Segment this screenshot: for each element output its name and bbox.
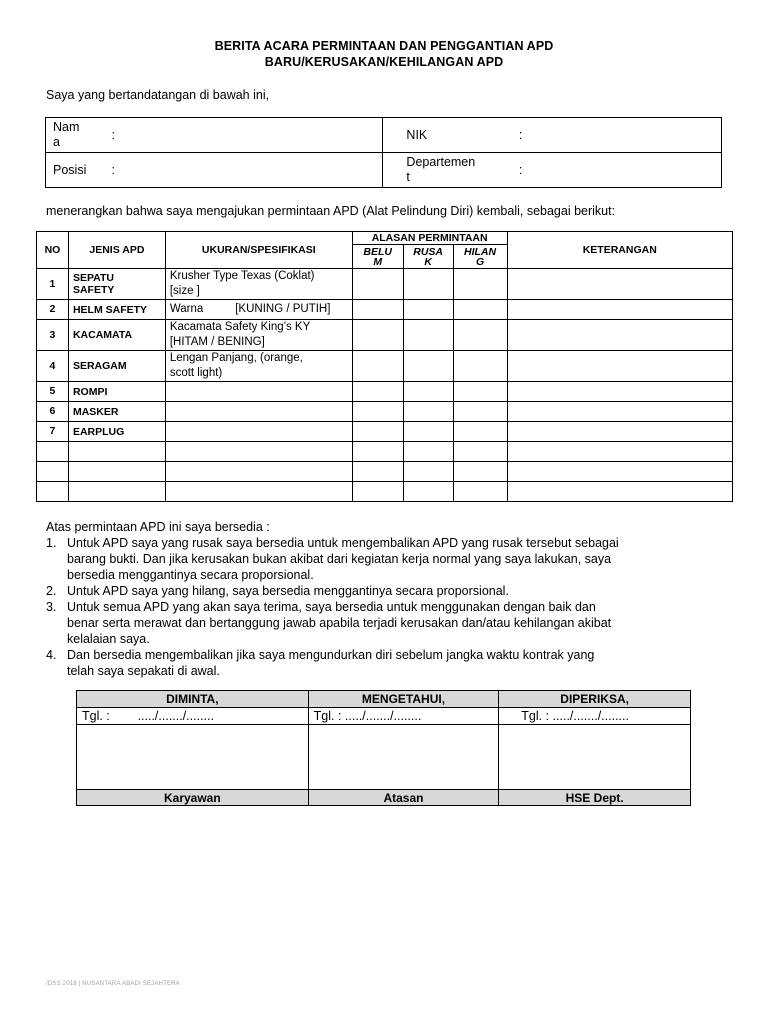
table-row bbox=[37, 351, 733, 382]
row-item: KACAMATA bbox=[68, 320, 165, 351]
list-item bbox=[46, 599, 736, 647]
role-karyawan: Karyawan bbox=[77, 790, 309, 806]
hilang-checkbox-cell[interactable] bbox=[453, 269, 507, 300]
conditions-intro: Atas permintaan APD ini saya bersedia : bbox=[46, 520, 270, 534]
empty-cell[interactable] bbox=[165, 482, 352, 502]
list-number: 3. bbox=[46, 600, 57, 614]
empty-cell[interactable] bbox=[68, 442, 165, 462]
row-item: EARPLUG bbox=[68, 422, 165, 442]
keterangan-cell[interactable] bbox=[507, 269, 732, 300]
empty-cell[interactable] bbox=[507, 482, 732, 502]
table-row bbox=[37, 402, 733, 422]
nama-label: Nam a bbox=[53, 120, 80, 149]
departemen-label: Departemen t bbox=[406, 155, 476, 184]
header-keterangan: KETERANGAN bbox=[507, 232, 732, 269]
list-number: 4. bbox=[46, 648, 57, 662]
date-diperiksa[interactable]: Tgl. : ...../......./........ bbox=[499, 708, 691, 725]
row-no: 7 bbox=[37, 422, 69, 442]
keterangan-cell[interactable] bbox=[507, 422, 732, 442]
empty-cell[interactable] bbox=[403, 442, 453, 462]
posisi-cell[interactable] bbox=[46, 153, 383, 188]
row-item: MASKER bbox=[68, 402, 165, 422]
header-rusak: RUSA K bbox=[403, 245, 453, 269]
list-line: telah saya sepakati di awal. bbox=[67, 664, 220, 678]
date-diminta[interactable]: Tgl. : ...../......./........ bbox=[77, 708, 309, 725]
empty-cell[interactable] bbox=[403, 462, 453, 482]
signature-area-karyawan[interactable] bbox=[77, 725, 309, 790]
empty-cell[interactable] bbox=[507, 442, 732, 462]
list-number: 2. bbox=[46, 584, 57, 598]
rusak-checkbox-cell[interactable] bbox=[403, 402, 453, 422]
empty-cell[interactable] bbox=[165, 462, 352, 482]
rusak-checkbox-cell[interactable] bbox=[403, 351, 453, 382]
row-spec: Kacamata Safety King’s KY [HITAM / BENING] bbox=[165, 320, 352, 351]
intro-text: Saya yang bertandatangan di bawah ini, bbox=[46, 88, 270, 102]
empty-cell[interactable] bbox=[352, 482, 403, 502]
belum-checkbox-cell[interactable] bbox=[352, 300, 403, 320]
table-row-empty bbox=[37, 482, 733, 502]
table-row bbox=[37, 320, 733, 351]
belum-checkbox-cell[interactable] bbox=[352, 402, 403, 422]
rusak-checkbox-cell[interactable] bbox=[403, 300, 453, 320]
posisi-label: Posisi bbox=[53, 162, 87, 177]
hilang-checkbox-cell[interactable] bbox=[453, 351, 507, 382]
nik-cell[interactable] bbox=[383, 118, 722, 153]
empty-cell[interactable] bbox=[507, 462, 732, 482]
identity-table bbox=[45, 117, 722, 188]
empty-cell[interactable] bbox=[403, 482, 453, 502]
role-atasan: Atasan bbox=[308, 790, 499, 806]
table-row-empty bbox=[37, 442, 733, 462]
list-item bbox=[46, 535, 736, 583]
header-diminta: DIMINTA, bbox=[77, 691, 309, 708]
hilang-checkbox-cell[interactable] bbox=[453, 300, 507, 320]
header-belum: BELU M bbox=[352, 245, 403, 269]
keterangan-cell[interactable] bbox=[507, 382, 732, 402]
belum-checkbox-cell[interactable] bbox=[352, 320, 403, 351]
keterangan-cell[interactable] bbox=[507, 402, 732, 422]
hilang-checkbox-cell[interactable] bbox=[453, 320, 507, 351]
row-item: SEPATU SAFETY bbox=[68, 269, 165, 300]
list-line: benar serta merawat dan bertanggung jawab apabila terjadi kerusakan dan/atau kehilangan akibat bbox=[67, 616, 612, 630]
conditions-list bbox=[46, 535, 736, 679]
empty-cell[interactable] bbox=[37, 462, 69, 482]
row-item: HELM SAFETY bbox=[68, 300, 165, 320]
signature-table bbox=[76, 690, 691, 806]
hilang-checkbox-cell[interactable] bbox=[453, 422, 507, 442]
hilang-checkbox-cell[interactable] bbox=[453, 382, 507, 402]
header-jenis-apd: JENIS APD bbox=[68, 232, 165, 269]
nama-cell[interactable] bbox=[46, 118, 383, 153]
empty-cell[interactable] bbox=[165, 442, 352, 462]
list-line: Untuk APD saya yang rusak saya bersedia untuk mengembalikan APD yang rusak tersebut sebagai bbox=[67, 536, 619, 550]
empty-cell[interactable] bbox=[453, 442, 507, 462]
table-row bbox=[37, 300, 733, 320]
empty-cell[interactable] bbox=[352, 462, 403, 482]
rusak-checkbox-cell[interactable] bbox=[403, 320, 453, 351]
empty-cell[interactable] bbox=[453, 482, 507, 502]
empty-cell[interactable] bbox=[68, 482, 165, 502]
table-row bbox=[37, 382, 733, 402]
row-no: 5 bbox=[37, 382, 69, 402]
belum-checkbox-cell[interactable] bbox=[352, 382, 403, 402]
rusak-checkbox-cell[interactable] bbox=[403, 382, 453, 402]
empty-cell[interactable] bbox=[37, 482, 69, 502]
belum-checkbox-cell[interactable] bbox=[352, 422, 403, 442]
date-mengetahui[interactable]: Tgl. : ...../......./........ bbox=[308, 708, 499, 725]
table-row-empty bbox=[37, 462, 733, 482]
list-line: barang bukti. Dan jika kerusakan bukan akibat dari kegiatan kerja normal yang saya lakukan, saya bbox=[67, 552, 612, 566]
empty-cell[interactable] bbox=[37, 442, 69, 462]
header-no: NO bbox=[37, 232, 69, 269]
row-no: 6 bbox=[37, 402, 69, 422]
list-item bbox=[46, 583, 736, 599]
list-line: Untuk APD saya yang hilang, saya bersedia menggantinya secara proporsional. bbox=[67, 584, 509, 598]
declaration-text: menerangkan bahwa saya mengajukan permintaan APD (Alat Pelindung Diri) kembali, sebagai berikut: bbox=[46, 204, 616, 218]
list-line: Dan bersedia mengembalikan jika saya mengundurkan diri sebelum jangka waktu kontrak yang bbox=[67, 648, 595, 662]
header-mengetahui: MENGETAHUI, bbox=[308, 691, 499, 708]
document-title-line2: BARU/KERUSAKAN/KEHILANGAN APD bbox=[264, 55, 504, 69]
list-line: bersedia menggantinya secara proporsional. bbox=[67, 568, 314, 582]
page-footer: /DSS 2018 | NUSANTARA ABADI SEJAHTERA bbox=[46, 981, 180, 987]
belum-checkbox-cell[interactable] bbox=[352, 269, 403, 300]
list-line: Untuk semua APD yang akan saya terima, saya bersedia untuk menggunakan dengan baik dan bbox=[67, 600, 596, 614]
table-row bbox=[37, 422, 733, 442]
keterangan-cell[interactable] bbox=[507, 300, 732, 320]
row-spec: Lengan Panjang, (orange, scott light) bbox=[165, 351, 352, 382]
header-ukuran: UKURAN/SPESIFIKASI bbox=[165, 232, 352, 269]
nik-label: NIK bbox=[406, 127, 428, 142]
keterangan-cell[interactable] bbox=[507, 320, 732, 351]
nama-colon: : bbox=[111, 128, 115, 142]
posisi-colon: : bbox=[111, 163, 115, 178]
list-number: 1. bbox=[46, 536, 57, 550]
document-title-line1: BERITA ACARA PERMINTAAN DAN PENGGANTIAN APD bbox=[214, 39, 554, 53]
row-item: SERAGAM bbox=[68, 351, 165, 382]
signature-area-atasan[interactable] bbox=[308, 725, 499, 790]
role-hse: HSE Dept. bbox=[499, 790, 691, 806]
row-spec[interactable] bbox=[165, 402, 352, 422]
departemen-cell[interactable] bbox=[383, 153, 722, 188]
row-item: ROMPI bbox=[68, 382, 165, 402]
list-item bbox=[46, 647, 736, 679]
header-diperiksa: DIPERIKSA, bbox=[499, 691, 691, 708]
departemen-colon: : bbox=[518, 163, 523, 177]
row-spec[interactable] bbox=[165, 382, 352, 402]
rusak-checkbox-cell[interactable] bbox=[403, 422, 453, 442]
row-no: 1 bbox=[37, 269, 69, 300]
signature-area-hse[interactable] bbox=[499, 725, 691, 790]
rusak-checkbox-cell[interactable] bbox=[403, 269, 453, 300]
row-spec: Krusher Type Texas (Coklat) [size ] bbox=[165, 269, 352, 300]
nik-colon: : bbox=[518, 128, 523, 143]
header-hilang: HILAN G bbox=[453, 245, 507, 269]
belum-checkbox-cell[interactable] bbox=[352, 351, 403, 382]
hilang-checkbox-cell[interactable] bbox=[453, 402, 507, 422]
list-line: kelalaian saya. bbox=[67, 632, 150, 646]
row-no: 3 bbox=[37, 320, 69, 351]
row-spec[interactable] bbox=[165, 422, 352, 442]
table-row bbox=[37, 269, 733, 300]
keterangan-cell[interactable] bbox=[507, 351, 732, 382]
header-alasan: ALASAN PERMINTAAN bbox=[352, 232, 507, 245]
conditions-section bbox=[46, 519, 736, 679]
empty-cell[interactable] bbox=[453, 462, 507, 482]
empty-cell[interactable] bbox=[352, 442, 403, 462]
row-spec: Warna [KUNING / PUTIH] bbox=[165, 300, 352, 320]
row-no: 4 bbox=[37, 351, 69, 382]
empty-cell[interactable] bbox=[68, 462, 165, 482]
row-no: 2 bbox=[37, 300, 69, 320]
apd-request-table bbox=[36, 231, 733, 502]
